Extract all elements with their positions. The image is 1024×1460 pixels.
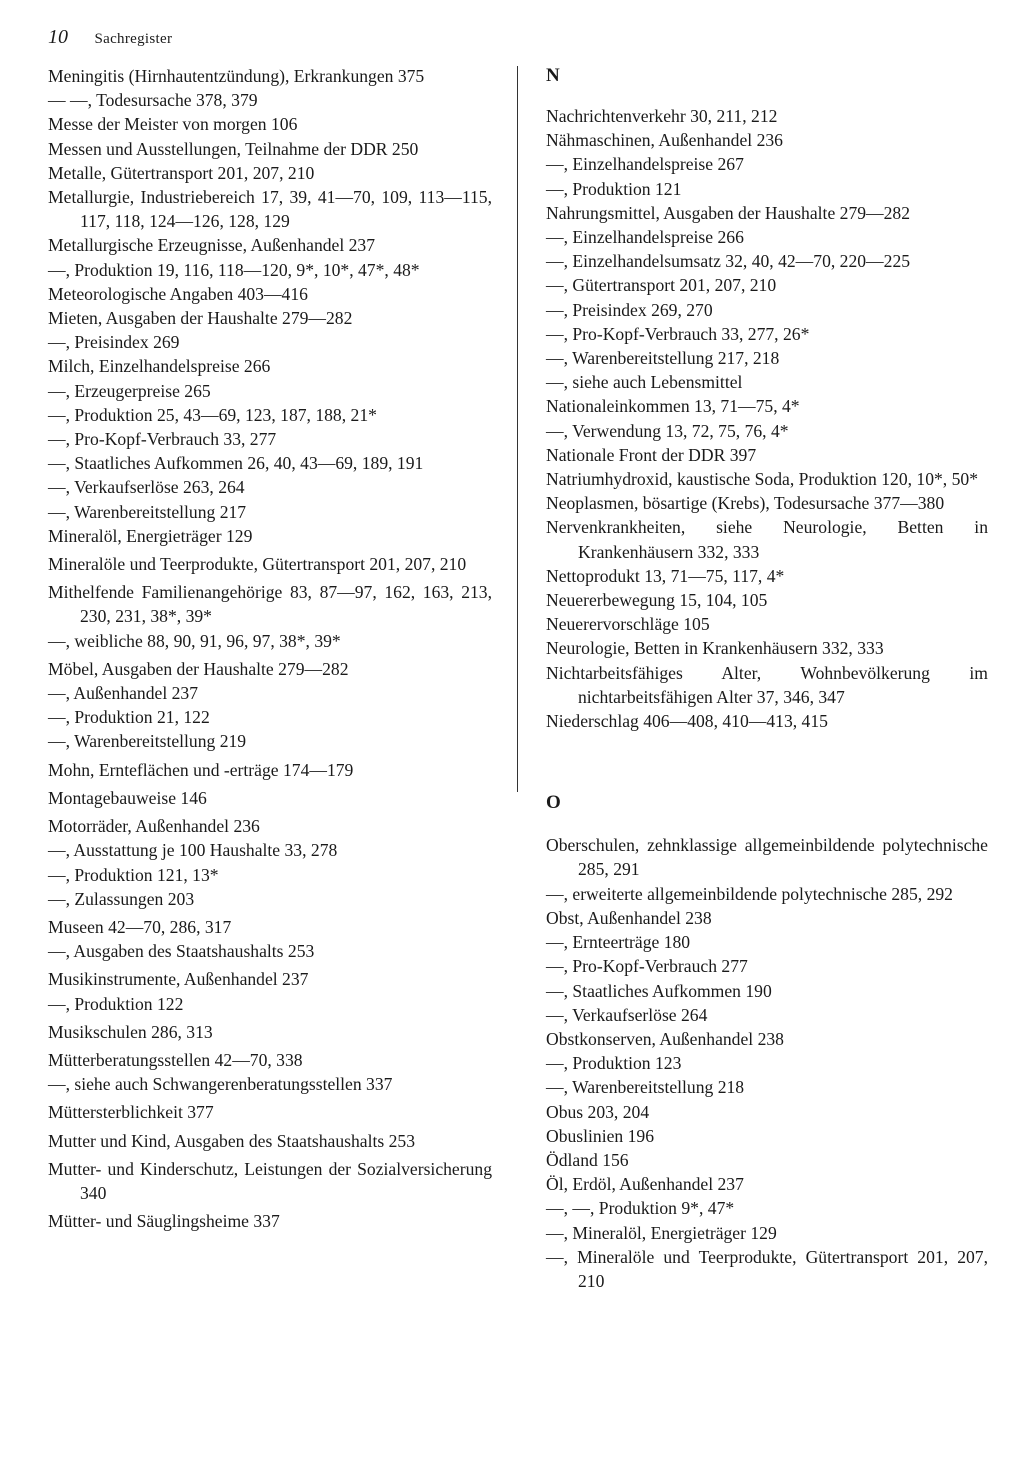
index-column-right — [546, 64, 988, 1293]
index-entry: Mieten, Ausgaben der Haushalte 279—282 — [48, 308, 353, 329]
section-letter-heading: N — [546, 65, 560, 86]
index-entry: Nichtarbeitsfähiges Alter, Wohnbevölkerung im nichtarbeitsfähigen Alter 37, 346, 347 — [546, 662, 988, 707]
index-entry: Metallurgische Erzeugnisse, Außenhandel 237 — [48, 235, 376, 256]
index-entry: Motorräder, Außenhandel 236 — [48, 816, 260, 837]
index-entry: Neuerervorschläge 105 — [546, 614, 710, 635]
index-entry: —, Produktion 121 — [546, 178, 682, 199]
index-entry: —, Preisindex 269, 270 — [546, 299, 713, 320]
index-entry: —, Einzelhandelsumsatz 32, 40, 42—70, 220—225 — [546, 251, 911, 272]
index-entry: Mütter- und Säuglingsheime 337 — [48, 1211, 280, 1232]
index-entry: —, Warenbereitstellung 217, 218 — [546, 348, 780, 369]
index-entry: Milch, Einzelhandelspreise 266 — [48, 356, 271, 377]
index-entry: —, Warenbereitstellung 218 — [546, 1077, 745, 1098]
index-entry: —, Produktion 25, 43—69, 123, 187, 188, 21* — [48, 404, 377, 425]
index-entry: Obus 203, 204 — [546, 1101, 650, 1122]
index-entry: Müttersterblichkeit 377 — [48, 1102, 214, 1123]
index-entry: —, Produktion 122 — [48, 993, 184, 1014]
index-entry: —, Produktion 19, 116, 118—120, 9*, 10*, 47*, 48* — [48, 259, 420, 280]
index-entry: Mithelfende Familienangehörige 83, 87—97, 162, 163, 213, 230, 231, 38*, 39* — [48, 582, 492, 627]
index-entry: —, Ernteerträge 180 — [546, 932, 691, 953]
index-entry: —, Außenhandel 237 — [48, 683, 199, 704]
index-entry: —, Einzelhandelspreise 267 — [546, 154, 744, 175]
index-entry: —, Produktion 21, 122 — [48, 707, 210, 728]
index-entry: Nahrungsmittel, Ausgaben der Haushalte 279—282 — [546, 202, 911, 223]
index-entry: —, siehe auch Schwangerenberatungsstellen 337 — [48, 1074, 393, 1095]
index-entry: Metalle, Gütertransport 201, 207, 210 — [48, 162, 315, 183]
index-entry: Ödland 156 — [546, 1149, 629, 1170]
running-head: Sachregister — [94, 31, 173, 47]
index-entry: Meteorologische Angaben 403—416 — [48, 283, 308, 304]
index-entry: Mohn, Ernteflächen und -erträge 174—179 — [48, 759, 354, 780]
index-entry: Obst, Außenhandel 238 — [546, 907, 712, 928]
index-entry: Nähmaschinen, Außenhandel 236 — [546, 130, 783, 151]
index-entry: Obuslinien 196 — [546, 1125, 655, 1146]
index-entry: Messe der Meister von morgen 106 — [48, 114, 298, 135]
index-entry: —, Verkaufserlöse 264 — [546, 1004, 708, 1025]
index-entry: —, siehe auch Lebensmittel — [546, 372, 743, 393]
index-entry: Oberschulen, zehnklassige allgemeinbildende polytechnische 285, 291 — [546, 835, 988, 880]
index-entry: —, Mineralöle und Teerprodukte, Gütertransport 201, 207, 210 — [546, 1246, 988, 1291]
index-entry: Mineralöl, Energieträger 129 — [48, 525, 253, 546]
page-header — [48, 26, 172, 50]
index-entry: —, Produktion 121, 13* — [48, 864, 219, 885]
section-letter-heading: O — [546, 792, 561, 814]
index-entry: —, Verkaufserlöse 263, 264 — [48, 477, 245, 498]
index-entry: Montagebauweise 146 — [48, 787, 207, 808]
index-entry: —, Staatliches Aufkommen 190 — [546, 980, 772, 1001]
index-entry: Mutter- und Kinderschutz, Leistungen der Sozialversicherung 340 — [48, 1158, 492, 1203]
index-entry: Natriumhydroxid, kaustische Soda, Produktion 120, 10*, 50* — [546, 469, 978, 490]
index-entry: Niederschlag 406—408, 410—413, 415 — [546, 711, 828, 732]
index-entry: —, weibliche 88, 90, 91, 96, 97, 38*, 39* — [48, 630, 341, 651]
index-entry: —, Warenbereitstellung 217 — [48, 501, 247, 522]
index-entry: —, erweiterte allgemeinbildende polytechnische 285, 292 — [546, 883, 953, 904]
index-entry: —, Warenbereitstellung 219 — [48, 731, 247, 752]
index-entry: Nationaleinkommen 13, 71—75, 4* — [546, 396, 800, 417]
index-entry: —, Erzeugerpreise 265 — [48, 380, 211, 401]
index-entry: Nationale Front der DDR 397 — [546, 444, 757, 465]
index-entry: —, Einzelhandelspreise 266 — [546, 227, 744, 248]
index-entry: —, Pro-Kopf-Verbrauch 33, 277, 26* — [546, 323, 810, 344]
index-entry: Musikschulen 286, 313 — [48, 1021, 213, 1042]
index-entry: —, Ausstattung je 100 Haushalte 33, 278 — [48, 840, 338, 861]
index-entry: Neoplasmen, bösartige (Krebs), Todesursache 377—380 — [546, 493, 945, 514]
index-entry: — —, Todesursache 378, 379 — [48, 90, 258, 111]
index-entry: Mütterberatungsstellen 42—70, 338 — [48, 1049, 303, 1070]
index-entry: Messen und Ausstellungen, Teilnahme der DDR 250 — [48, 138, 419, 159]
index-entry: —, Zulassungen 203 — [48, 888, 195, 909]
index-entry: —, Produktion 123 — [546, 1053, 682, 1074]
index-entry: Neurologie, Betten in Krankenhäusern 332, 333 — [546, 638, 884, 659]
index-entry: Mineralöle und Teerprodukte, Gütertransport 201, 207, 210 — [48, 554, 467, 575]
index-entry: Meningitis (Hirnhautentzündung), Erkrankungen 375 — [48, 66, 425, 86]
index-entry: —, Pro-Kopf-Verbrauch 277 — [546, 956, 748, 977]
index-entry: Musikinstrumente, Außenhandel 237 — [48, 969, 309, 990]
index-entry: Metallurgie, Industriebereich 17, 39, 41—70, 109, 113—115, 117, 118, 124—126, 128, 129 — [48, 187, 492, 232]
index-entry: Möbel, Ausgaben der Haushalte 279—282 — [48, 658, 349, 679]
index-entry: Neuererbewegung 15, 104, 105 — [546, 590, 768, 611]
index-entry: —, Ausgaben des Staatshaushalts 253 — [48, 941, 315, 962]
index-entry: —, Mineralöl, Energieträger 129 — [546, 1222, 777, 1243]
page-number: 10 — [48, 26, 68, 48]
index-entry: Nettoprodukt 13, 71—75, 117, 4* — [546, 565, 785, 586]
index-entry: —, Staatliches Aufkommen 26, 40, 43—69, 189, 191 — [48, 453, 424, 474]
index-entry: Öl, Erdöl, Außenhandel 237 — [546, 1174, 744, 1195]
index-entry: —, Gütertransport 201, 207, 210 — [546, 275, 777, 296]
index-entry: —, Pro-Kopf-Verbrauch 33, 277 — [48, 429, 277, 450]
index-entry: Museen 42—70, 286, 317 — [48, 916, 232, 937]
column-divider — [517, 66, 518, 792]
index-column-left — [48, 64, 492, 1233]
index-entry: Nachrichtenverkehr 30, 211, 212 — [546, 106, 778, 126]
index-entry: Mutter und Kind, Ausgaben des Staatshaushalts 253 — [48, 1130, 415, 1151]
index-entry: Nervenkrankheiten, siehe Neurologie, Betten in Krankenhäusern 332, 333 — [546, 517, 988, 562]
index-entry: —, —, Produktion 9*, 47* — [546, 1198, 735, 1219]
index-entry: —, Preisindex 269 — [48, 332, 180, 353]
index-entry: Obstkonserven, Außenhandel 238 — [546, 1028, 784, 1049]
index-entry: —, Verwendung 13, 72, 75, 76, 4* — [546, 420, 789, 441]
